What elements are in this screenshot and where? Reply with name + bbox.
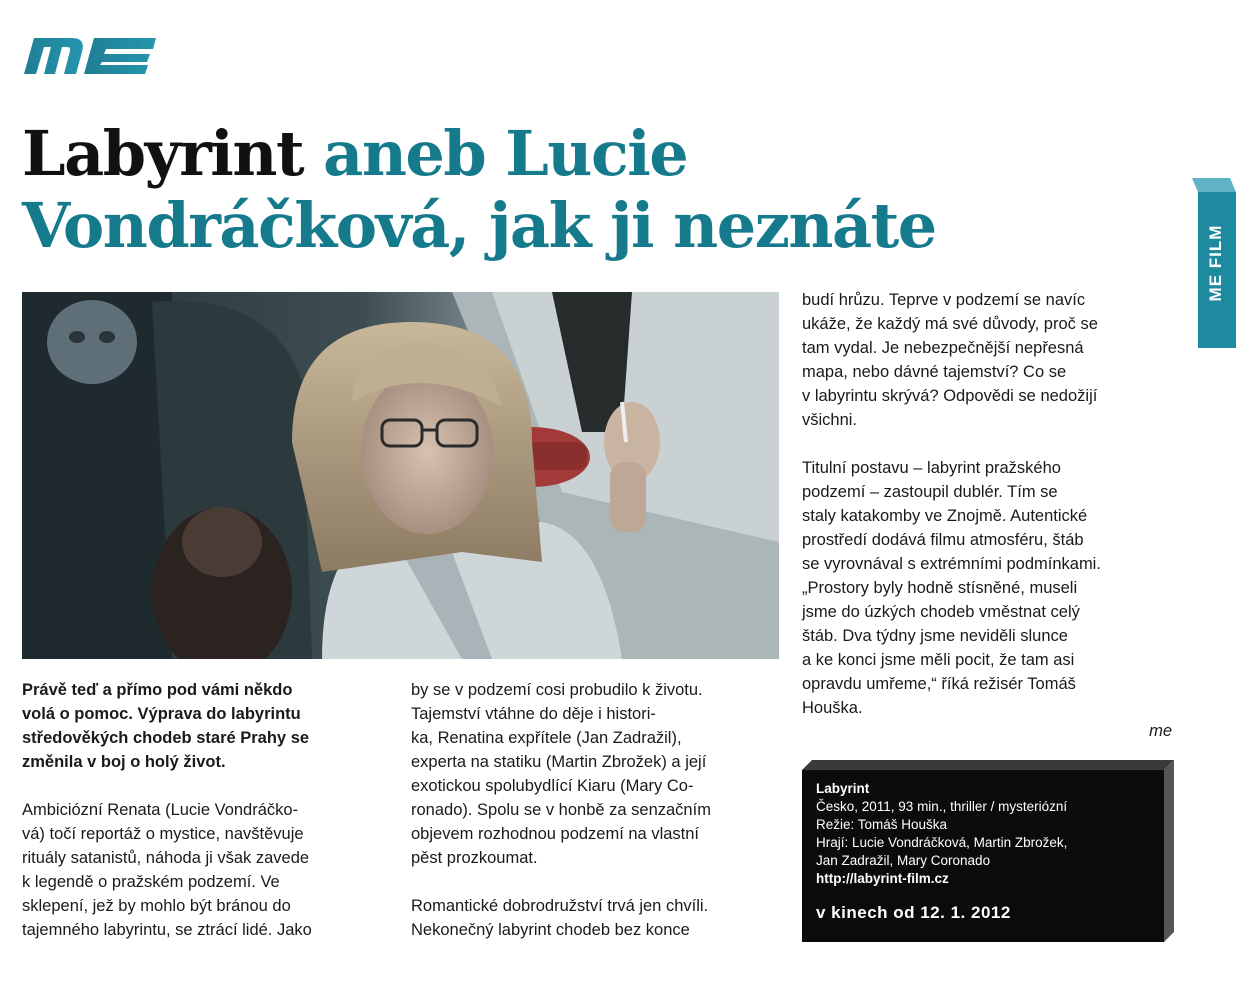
section-tab-text <box>1197 224 1235 302</box>
body-line: Romantické dobrodružství trvá jen chvíli. <box>411 897 709 915</box>
body-line: rituály satanistů, náhoda ji však zavede <box>22 849 310 867</box>
body-line: všichni. <box>802 411 858 429</box>
body-line: Ambiciózní Renata (Lucie Vondráčko- <box>22 801 299 819</box>
body-line: objevem rozhodnou podzemí na vlastní <box>411 825 700 843</box>
section-tab-label: ME FILM <box>1206 224 1225 302</box>
section-tab <box>1192 178 1236 348</box>
film-info-box <box>802 760 1174 942</box>
body-line: Titulní postavu – labyrint pražského <box>802 459 1061 477</box>
headline-teal-2: Vondráčková, jak ji neznáte <box>22 189 936 262</box>
film-title: Labyrint <box>816 781 870 796</box>
lead-line: změnila v boj o holý život. <box>22 753 226 771</box>
article-column-2 <box>411 678 786 942</box>
body-line: staly katakomby ve Znojmě. Autentické <box>802 507 1088 525</box>
body-line: se vyrovnával s extrémními podmínkami. <box>802 555 1101 573</box>
body-line: „Prostory byly hodně stísněné, museli <box>802 579 1078 597</box>
lead-line: středověkých chodeb staré Prahy se <box>22 729 310 747</box>
article-paragraph <box>411 894 786 942</box>
body-line: prostředí dodává filmu atmosféru, štáb <box>802 531 1084 549</box>
body-line: pěst prozkoumat. <box>411 849 538 867</box>
body-line: jsme do úzkých chodeb vměstnat celý <box>802 603 1080 621</box>
article-paragraph <box>22 798 382 942</box>
film-still-photo <box>22 292 779 659</box>
body-line: Tajemství vtáhne do děje i histori- <box>411 705 656 723</box>
lead-line: Právě teď a přímo pod vámi někdo <box>22 681 293 699</box>
body-line: ronado). Spolu se v honbě za senzačním <box>411 801 711 819</box>
film-details: Česko, 2011, 93 min., thriller / mysteriózní <box>816 799 1068 814</box>
body-line: mapa, nebo dávné tajemství? Co se <box>802 363 1067 381</box>
headline-teal-1: aneb Lucie <box>323 117 688 190</box>
article-paragraph <box>411 678 786 870</box>
article-paragraph <box>802 288 1174 432</box>
body-line: by se v podzemí cosi probudilo k životu. <box>411 681 703 699</box>
article-lead <box>22 678 382 774</box>
article-column-1 <box>22 678 382 942</box>
body-line: budí hrůzu. Teprve v podzemí se navíc <box>802 291 1086 309</box>
body-line: vá) točí reportáž o mystice, navštěvuje <box>22 825 304 843</box>
body-line: v labyrintu skrývá? Odpovědi se nedožijí <box>802 387 1098 405</box>
body-line: sklepení, jež by mohlo být bránou do <box>22 897 291 915</box>
film-cast: Hrají: Lucie Vondráčková, Martin Zbrožek, <box>816 835 1068 850</box>
body-line: tam vydal. Je nebezpečnější nepřesná <box>802 339 1084 357</box>
body-line: Nekonečný labyrint chodeb bez konce <box>411 921 690 939</box>
body-line: a ke konci jsme měli pocit, že tam asi <box>802 651 1075 669</box>
article-paragraph <box>802 456 1174 720</box>
body-line: k legendě o pražském podzemí. Ve <box>22 873 280 891</box>
body-line: podzemí – zastoupil dublér. Tím se <box>802 483 1058 501</box>
info-box-content <box>802 770 1164 942</box>
body-line: ukáže, že každý má své důvody, proč se <box>802 315 1098 333</box>
body-line: exotickou spolubydlící Kiaru (Mary Co- <box>411 777 694 795</box>
film-director: Režie: Tomáš Houška <box>816 817 948 832</box>
film-cast-cont: Jan Zadražil, Mary Coronado <box>816 853 991 868</box>
film-website-link[interactable]: http://labyrint-film.cz <box>816 871 949 886</box>
article-column-3 <box>802 288 1174 720</box>
body-line: opravdu umřeme,“ říká režisér Tomáš <box>802 675 1076 693</box>
me-logo <box>20 34 162 76</box>
body-line: ka, Renatina expřítele (Jan Zadražil), <box>411 729 682 747</box>
release-date: v kinech od 12. 1. 2012 <box>816 903 1011 922</box>
body-line: experta na statiku (Martin Zbrožek) a její <box>411 753 707 771</box>
body-line: Houška. <box>802 699 863 717</box>
body-line: štáb. Dva týdny jsme neviděli slunce <box>802 627 1068 645</box>
headline-black: Labyrint <box>22 117 304 190</box>
lead-line: volá o pomoc. Výprava do labyrintu <box>22 705 301 723</box>
body-line: tajemného labyrintu, se ztrácí lidé. Jako <box>22 921 312 939</box>
article-headline <box>22 118 1172 262</box>
author-signature: me <box>1149 722 1172 740</box>
